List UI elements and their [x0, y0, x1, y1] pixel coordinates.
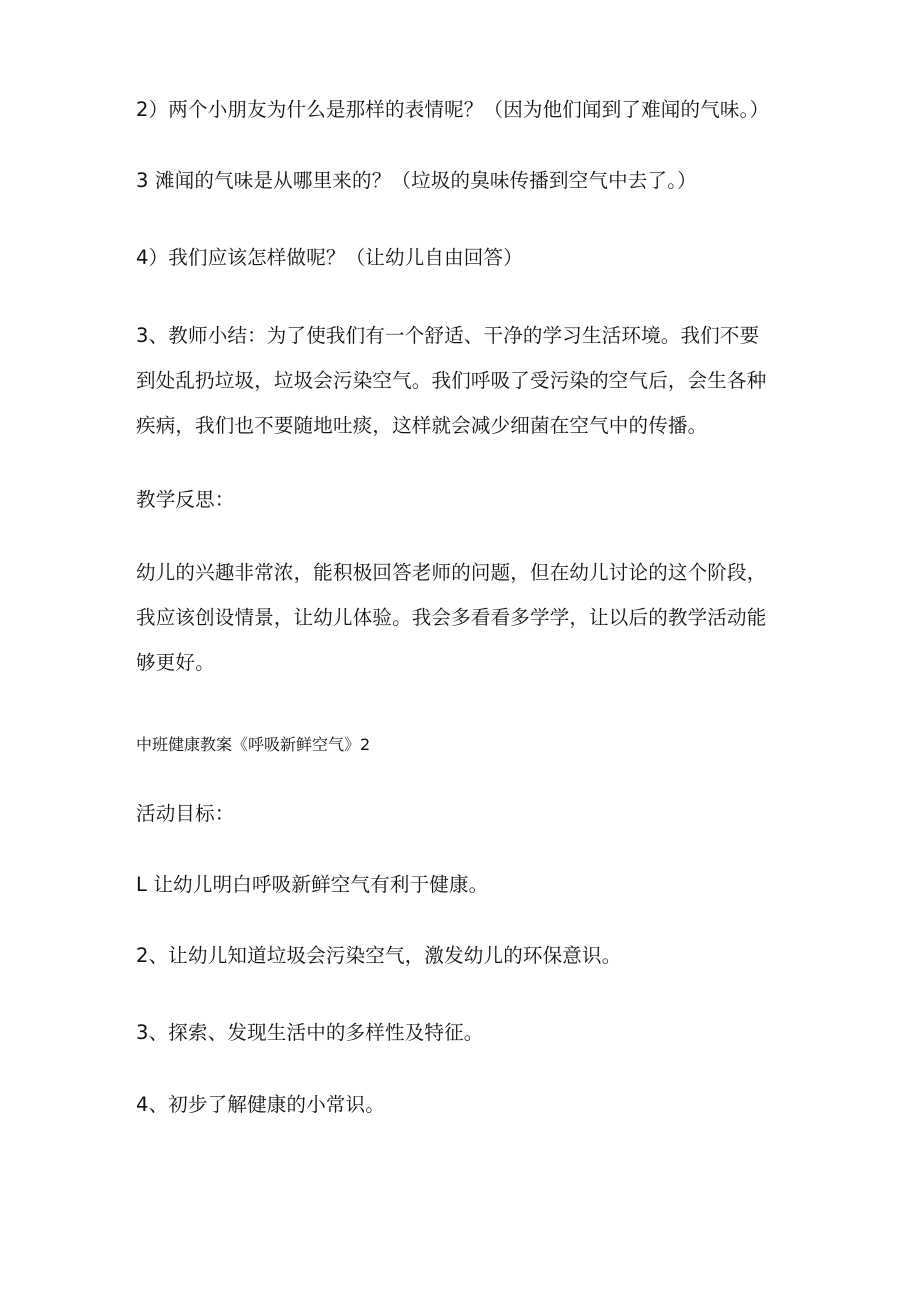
- reflection-heading: 教学反思：: [136, 488, 235, 511]
- reflection-line: 够更好。: [136, 651, 215, 674]
- summary-line: 疾病，我们也不要随地吐痰，这样就会减少细菌在空气中的传播。: [136, 414, 708, 437]
- summary-line: 到处乱扔垃圾，垃圾会污染空气。我们呼吸了受污染的空气后，会生各种: [136, 369, 767, 392]
- section-title: 中班健康教案《呼吸新鲜空气》2: [136, 735, 371, 754]
- goals-heading: 活动目标：: [136, 802, 235, 825]
- reflection-line: 幼儿的兴趣非常浓，能积极回答老师的问题，但在幼儿讨论的这个阶段，: [136, 561, 767, 584]
- question-2: 2）两个小朋友为什么是那样的表情呢？（因为他们闻到了难闻的气味。）: [136, 98, 770, 121]
- summary-line: 3、教师小结：为了使我们有一个舒适、干净的学习生活环境。我们不要: [136, 324, 760, 347]
- teacher-summary: [136, 313, 786, 448]
- question-4: 4）我们应该怎样做呢？（让幼儿自由回答）: [136, 246, 523, 269]
- goal-item: 2、让幼儿知道垃圾会污染空气，激发幼儿的环保意识。: [136, 944, 622, 967]
- reflection-line: 我应该创设情景，让幼儿体验。我会多看看多学学，让以后的教学活动能: [136, 606, 767, 629]
- question-3: 3 滩闻的气味是从哪里来的？（垃圾的臭味传播到空气中去了。）: [136, 169, 697, 192]
- goal-item: 3、探索、发现生活中的多样性及特征。: [136, 1021, 484, 1044]
- goal-item: 4、初步了解健康的小常识。: [136, 1093, 386, 1116]
- reflection-paragraph: [136, 550, 786, 685]
- goal-item: L 让幼儿明白呼吸新鲜空气有利于健康。: [136, 873, 489, 896]
